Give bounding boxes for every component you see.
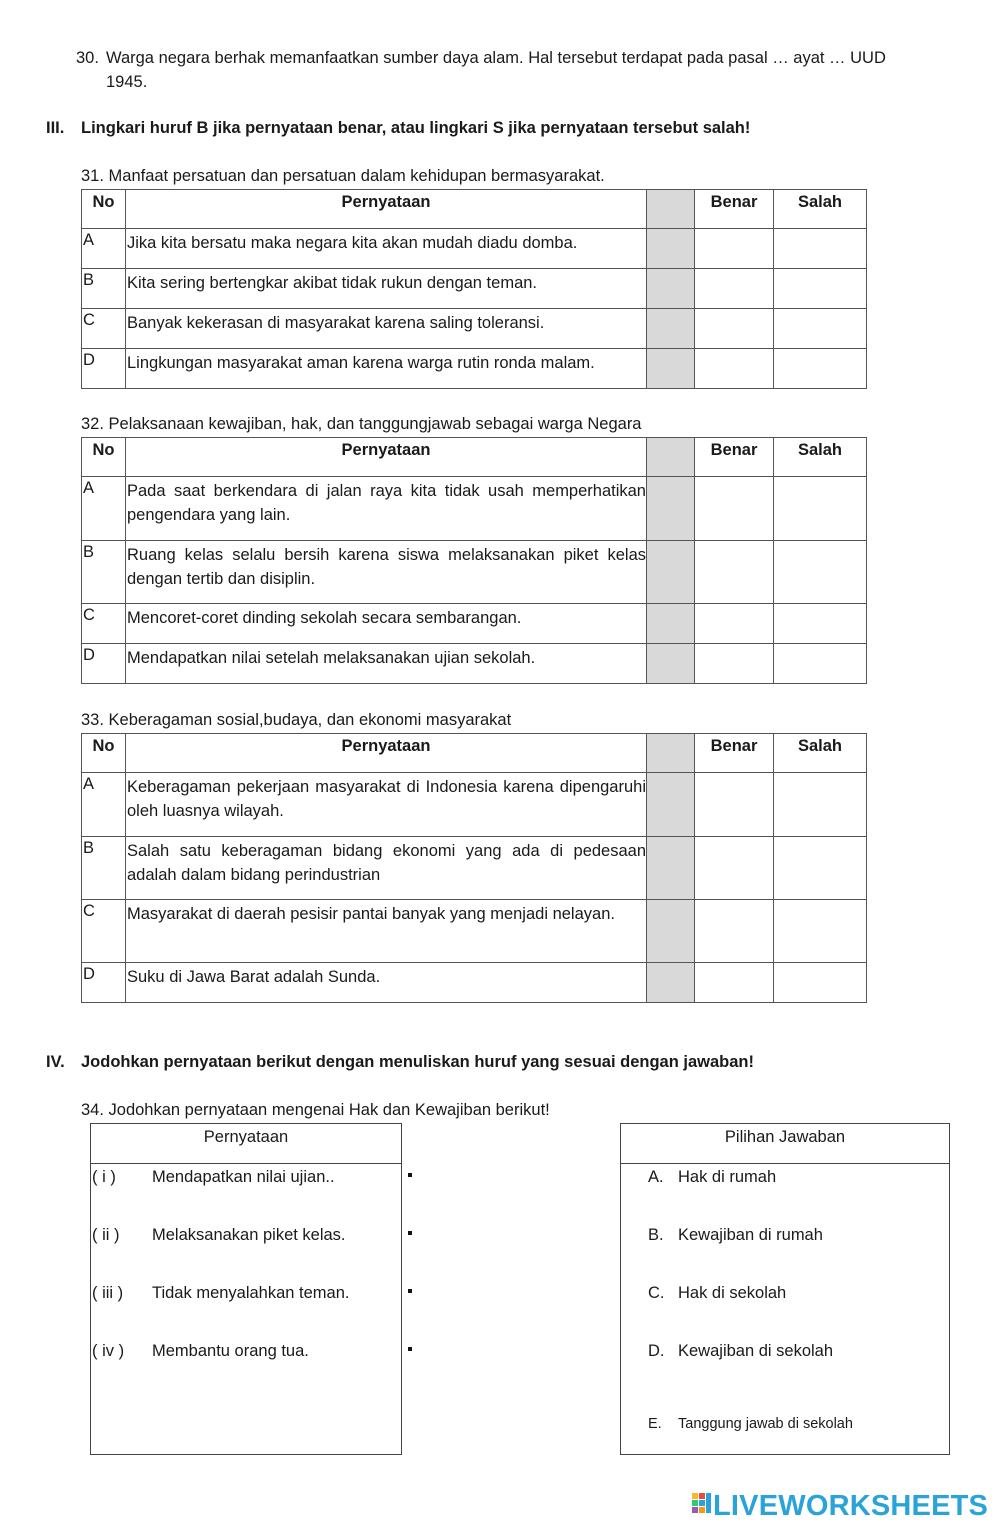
table-row [82, 900, 867, 963]
question-31-title: 31. Manfaat persatuan dan persatuan dalam kehidupan bermasyarakat. [81, 167, 605, 185]
header-statement: Pernyataan [126, 734, 647, 773]
liveworksheets-wordmark: LIVEWORKSHEETS [713, 1490, 989, 1522]
row-statement: Salah satu keberagaman bidang ekonomi yang ada di pedesaan adalah dalam bidang perindustrian [126, 837, 647, 900]
header-false: Salah [774, 190, 867, 229]
answer-true-cell[interactable] [695, 604, 774, 644]
row-letter: C [82, 309, 126, 349]
statements-box [90, 1123, 402, 1455]
answer-false-cell[interactable] [774, 963, 867, 1003]
statement-text: Tidak menyalahkan teman. [152, 1284, 350, 1302]
answer-false-cell[interactable] [774, 309, 867, 349]
row-letter: C [82, 900, 126, 963]
answer-option[interactable] [648, 1168, 776, 1187]
answer-option[interactable] [648, 1416, 853, 1432]
row-letter: B [82, 837, 126, 900]
answer-option[interactable] [648, 1226, 823, 1245]
answer-false-cell[interactable] [774, 900, 867, 963]
shaded-cell [647, 190, 695, 229]
row-statement: Mencoret-coret dinding sekolah secara sembarangan. [126, 604, 647, 644]
header-statement: Pernyataan [126, 438, 647, 477]
section-number: IV. [46, 1053, 65, 1071]
table-row [82, 963, 867, 1003]
header-true: Benar [695, 734, 774, 773]
row-letter: D [82, 349, 126, 389]
answer-option[interactable] [648, 1284, 786, 1303]
option-letter: C. [648, 1284, 665, 1302]
answer-options-header: Pilihan Jawaban [621, 1124, 949, 1164]
option-letter: D. [648, 1342, 665, 1360]
row-letter: A [82, 229, 126, 269]
statements-header: Pernyataan [91, 1124, 401, 1164]
row-statement: Jika kita bersatu maka negara kita akan mudah diadu domba. [126, 229, 647, 269]
option-text: Kewajiban di sekolah [678, 1342, 834, 1360]
row-statement: Ruang kelas selalu bersih karena siswa melaksanakan piket kelas dengan tertib dan disiplin. [126, 541, 647, 604]
answer-true-cell[interactable] [695, 541, 774, 604]
question-text-line2: 1945. [106, 73, 148, 91]
answer-true-cell[interactable] [695, 229, 774, 269]
shaded-cell [647, 438, 695, 477]
match-dot-handle[interactable] [408, 1289, 412, 1293]
header-no: No [82, 438, 126, 477]
table-row [82, 837, 867, 900]
row-statement: Suku di Jawa Barat adalah Sunda. [126, 963, 647, 1003]
row-letter: A [82, 773, 126, 837]
option-letter: E. [648, 1416, 662, 1432]
shaded-cell [647, 229, 695, 269]
row-statement: Mendapatkan nilai setelah melaksanakan ujian sekolah. [126, 644, 647, 684]
statement-number: ( ii ) [92, 1226, 120, 1244]
statement-number: ( i ) [92, 1168, 116, 1186]
table-row [82, 269, 867, 309]
question-34-title: 34. Jodohkan pernyataan mengenai Hak dan Kewajiban berikut! [81, 1101, 550, 1119]
answer-true-cell[interactable] [695, 900, 774, 963]
question-31-table [81, 189, 867, 389]
header-false: Salah [774, 734, 867, 773]
header-no: No [82, 734, 126, 773]
question-text-line1: Warga negara berhak memanfaatkan sumber daya alam. Hal tersebut terdapat pada pasal … ayat … UUD [106, 49, 886, 67]
answer-true-cell[interactable] [695, 963, 774, 1003]
answer-false-cell[interactable] [774, 269, 867, 309]
header-true: Benar [695, 438, 774, 477]
shaded-cell [647, 269, 695, 309]
statement-number: ( iv ) [92, 1342, 125, 1360]
section-3-heading [46, 119, 750, 138]
row-statement: Banyak kekerasan di masyarakat karena saling toleransi. [126, 309, 647, 349]
shaded-cell [647, 541, 695, 604]
row-letter: D [82, 644, 126, 684]
answer-true-cell[interactable] [695, 773, 774, 837]
row-statement: Kita sering bertengkar akibat tidak rukun dengan teman. [126, 269, 647, 309]
answer-false-cell[interactable] [774, 349, 867, 389]
table-row [82, 644, 867, 684]
answer-true-cell[interactable] [695, 269, 774, 309]
answer-true-cell[interactable] [695, 349, 774, 389]
table-row [82, 773, 867, 837]
match-dot-handle[interactable] [408, 1173, 412, 1177]
answer-options-box [620, 1123, 950, 1455]
row-letter: A [82, 477, 126, 541]
table-row [82, 309, 867, 349]
answer-false-cell[interactable] [774, 644, 867, 684]
statement-text: Melaksanakan piket kelas. [152, 1226, 346, 1244]
answer-true-cell[interactable] [695, 644, 774, 684]
question-number: 30. [76, 49, 99, 67]
row-letter: B [82, 269, 126, 309]
shaded-cell [647, 963, 695, 1003]
row-letter: C [82, 604, 126, 644]
option-text: Hak di sekolah [678, 1284, 787, 1302]
table-row [82, 477, 867, 541]
table-row [82, 349, 867, 389]
answer-false-cell[interactable] [774, 477, 867, 541]
option-text: Kewajiban di rumah [678, 1226, 823, 1244]
question-30 [76, 46, 966, 94]
question-33-table [81, 733, 867, 1003]
row-letter: D [82, 963, 126, 1003]
option-text: Tanggung jawab di sekolah [678, 1416, 853, 1432]
section-number: III. [46, 119, 65, 137]
answer-true-cell[interactable] [695, 477, 774, 541]
shaded-cell [647, 773, 695, 837]
table-header-row [82, 190, 867, 229]
row-letter: B [82, 541, 126, 604]
section-title: Jodohkan pernyataan berikut dengan menuliskan huruf yang sesuai dengan jawaban! [81, 1053, 754, 1071]
shaded-cell [647, 477, 695, 541]
statement-text: Mendapatkan nilai ujian.. [152, 1168, 335, 1186]
row-statement: Pada saat berkendara di jalan raya kita tidak usah memperhatikan pengendara yang lain. [126, 477, 647, 541]
table-header-row [82, 734, 867, 773]
question-32-title: 32. Pelaksanaan kewajiban, hak, dan tanggungjawab sebagai warga Negara [81, 415, 642, 433]
shaded-cell [647, 837, 695, 900]
liveworksheets-mark-icon [692, 1493, 714, 1517]
answer-true-cell[interactable] [695, 837, 774, 900]
header-true: Benar [695, 190, 774, 229]
match-dot-handle[interactable] [408, 1347, 412, 1351]
header-statement: Pernyataan [126, 190, 647, 229]
shaded-cell [647, 644, 695, 684]
answer-false-cell[interactable] [774, 837, 867, 900]
table-header-row [82, 438, 867, 477]
option-text: Hak di rumah [678, 1168, 777, 1186]
row-statement: Keberagaman pekerjaan masyarakat di Indonesia karena dipengaruhi oleh luasnya wilayah. [126, 773, 647, 837]
shaded-cell [647, 604, 695, 644]
answer-option[interactable] [648, 1342, 833, 1361]
answer-false-cell[interactable] [774, 773, 867, 837]
answer-false-cell[interactable] [774, 541, 867, 604]
table-row [82, 541, 867, 604]
answer-true-cell[interactable] [695, 309, 774, 349]
statement-text: Membantu orang tua. [152, 1342, 309, 1360]
answer-false-cell[interactable] [774, 604, 867, 644]
row-statement: Lingkungan masyarakat aman karena warga rutin ronda malam. [126, 349, 647, 389]
question-33-title: 33. Keberagaman sosial,budaya, dan ekonomi masyarakat [81, 711, 512, 729]
table-row [82, 229, 867, 269]
statement-number: ( iii ) [92, 1284, 124, 1302]
shaded-cell [647, 734, 695, 773]
question-32-table [81, 437, 867, 684]
answer-false-cell[interactable] [774, 229, 867, 269]
table-row [82, 604, 867, 644]
shaded-cell [647, 900, 695, 963]
section-4-heading [46, 1053, 754, 1072]
match-dot-handle[interactable] [408, 1231, 412, 1235]
section-title: Lingkari huruf B jika pernyataan benar, atau lingkari S jika pernyataan tersebut salah! [81, 119, 751, 137]
option-letter: A. [648, 1168, 664, 1186]
shaded-cell [647, 309, 695, 349]
option-letter: B. [648, 1226, 664, 1244]
header-false: Salah [774, 438, 867, 477]
shaded-cell [647, 349, 695, 389]
row-statement: Masyarakat di daerah pesisir pantai banyak yang menjadi nelayan. [126, 900, 647, 963]
header-no: No [82, 190, 126, 229]
